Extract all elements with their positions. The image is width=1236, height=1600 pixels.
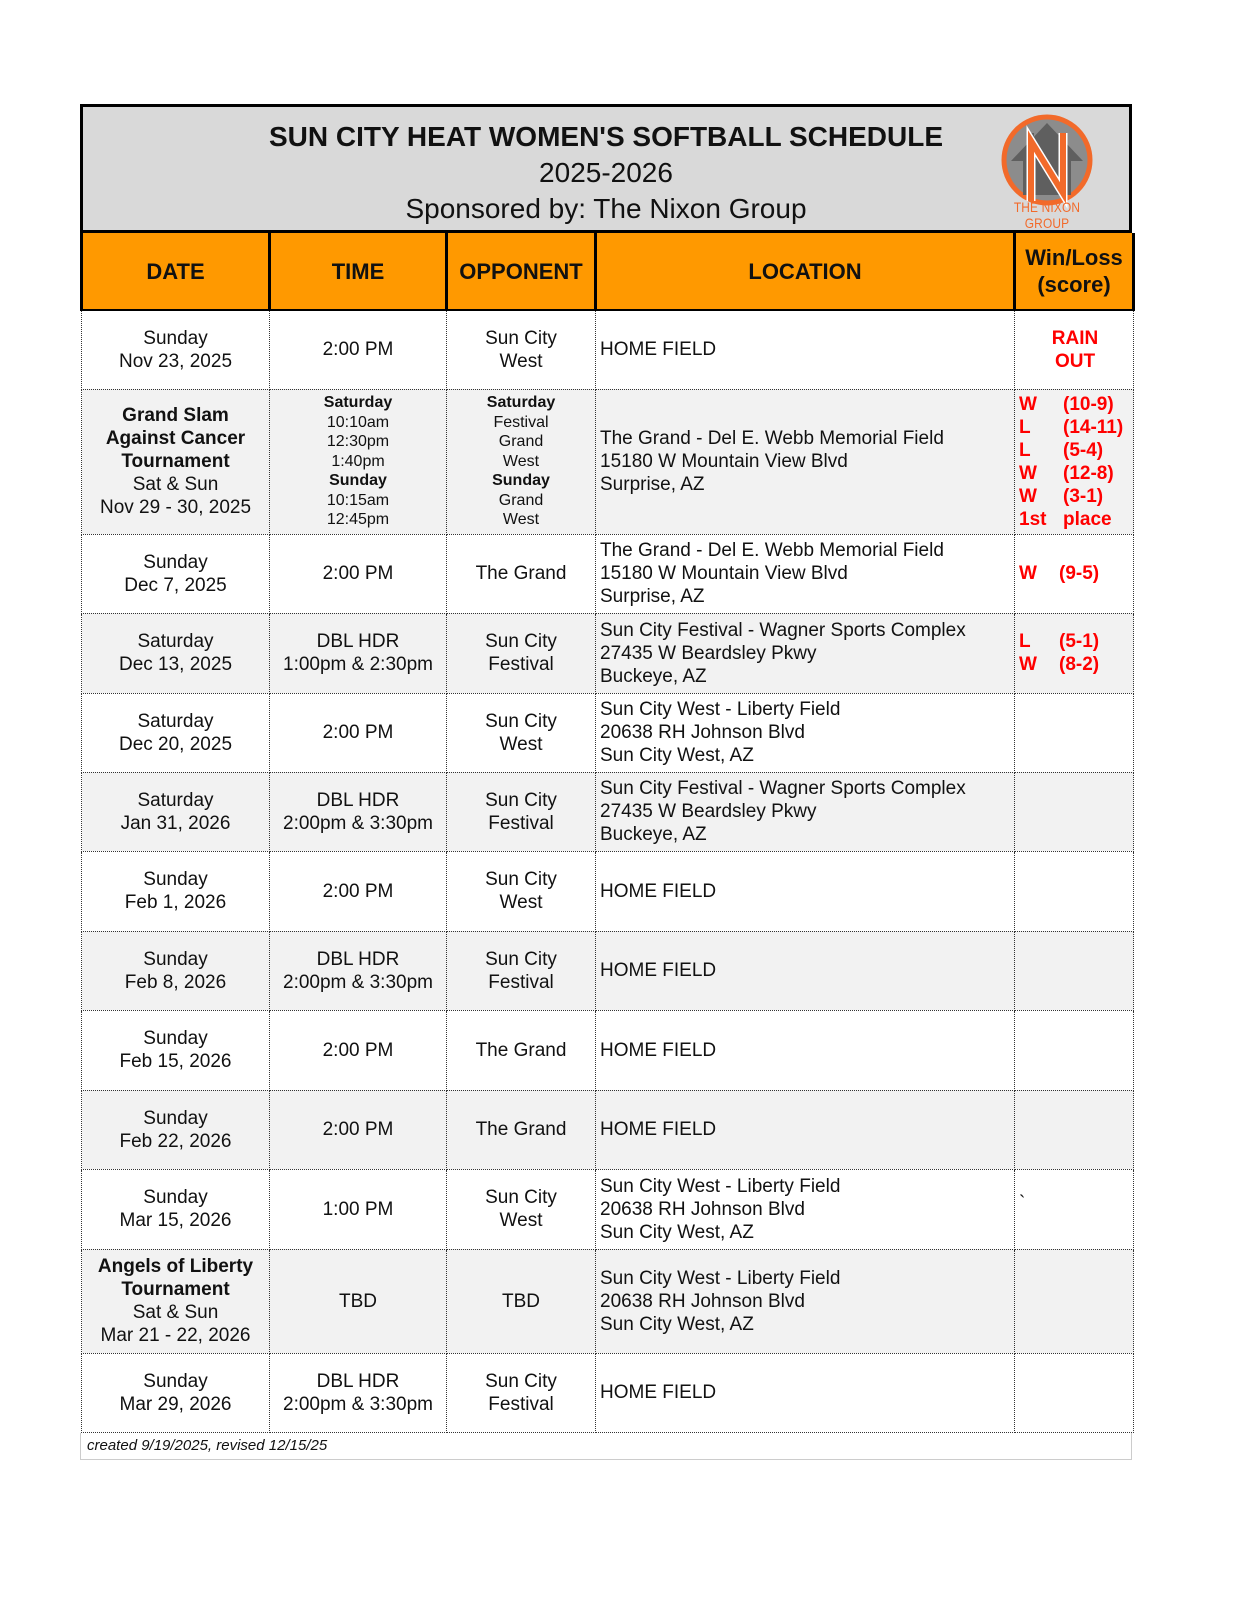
date-cell [82,1249,270,1353]
opponent-line: Festival [488,971,554,993]
date-value: Mar 21 - 22, 2026 [100,1325,251,1346]
date-day: Saturday [137,631,214,652]
date-value: Dec 13, 2025 [118,654,233,675]
location-line: 27435 W Beardsley Pkwy [600,642,817,664]
time-value: 10:10am [326,413,390,431]
result-wl: W [1019,393,1037,415]
result-line [1019,416,1131,439]
location-cell [596,534,1015,613]
column-header-date: DATE [82,233,270,310]
time-cell [270,931,447,1010]
time-cell: 2:00 PM [270,1010,447,1090]
opponent-line: West [499,350,543,372]
table-row [82,1169,1134,1249]
result-cell [1015,851,1134,931]
opponent-line: Sun City [485,948,557,970]
result-line [1019,630,1131,653]
table-row [82,310,1134,389]
location-cell: HOME FIELD [596,931,1015,1010]
opponent-cell [447,693,596,772]
result-score: (5-4) [1063,439,1104,461]
time-day-label: Saturday [323,394,393,412]
result-score: (10-9) [1063,393,1114,415]
location-line: 15180 W Mountain View Blvd [600,451,848,472]
season-label: 2025-2026 [539,157,673,188]
result-line: RAIN [1051,327,1099,349]
opponent-line: Sun City [485,631,557,652]
table-row [82,693,1134,772]
time-cell: TBD [270,1249,447,1353]
opponent-cell [447,1353,596,1432]
column-header-result [1015,233,1134,310]
location-line: Sun City West, AZ [600,1313,754,1335]
opponent-line: Sun City [485,1370,557,1392]
opponent-line: Grand [498,491,544,509]
opponent-cell [447,389,596,534]
opponent-cell [447,310,596,389]
date-day: Sat & Sun [132,1302,219,1323]
table-row [82,1010,1134,1090]
result-score: (5-1) [1059,631,1100,652]
time-value: 12:30pm [326,433,390,451]
date-day: Sat & Sun [132,474,219,495]
result-line [1019,508,1131,531]
page-title: SUN CITY HEAT WOMEN'S SOFTBALL SCHEDULE [268,121,943,152]
opponent-line: Festival [488,1393,554,1415]
result-wl: L [1019,439,1031,461]
time-value: 1:40pm [331,452,385,470]
table-row [82,1353,1134,1432]
location-line: Sun City West - Liberty Field [600,1175,841,1197]
time-cell [270,613,447,693]
opponent-line: Festival [488,812,554,834]
date-day: Saturday [137,789,214,811]
result-cell [1015,534,1134,613]
date-value: Feb 1, 2026 [124,892,227,913]
time-line: 2:00pm & 3:30pm [283,971,433,993]
table-row [82,851,1134,931]
result-cell [1015,389,1134,534]
column-header-time: TIME [270,233,447,310]
result-score: place [1063,508,1112,530]
location-line: Sun City West - Liberty Field [600,699,841,720]
result-line: OUT [1054,350,1096,372]
result-score: (8-2) [1059,654,1100,675]
schedule-table [80,233,1135,1433]
opponent-line: Festival [493,413,549,431]
opponent-line: Sun City [485,327,557,349]
time-line: DBL HDR [316,948,400,970]
location-line: Sun City West, AZ [600,745,754,766]
event-name: Against Cancer [105,428,246,449]
date-cell [82,534,270,613]
time-line: 2:00pm & 3:30pm [283,1393,433,1415]
opponent-cell: The Grand [447,1090,596,1169]
time-line: DBL HDR [316,1370,400,1392]
event-name: Tournament [121,1279,230,1300]
date-day: Sunday [143,1107,208,1129]
opponent-cell: TBD [447,1249,596,1353]
location-line: 27435 W Beardsley Pkwy [600,801,817,822]
date-day: Sunday [143,869,208,890]
location-line: Sun City West - Liberty Field [600,1267,841,1289]
opponent-line: West [499,1210,543,1231]
sponsor-line: Sponsored by: The Nixon Group [405,193,807,224]
event-name: Tournament [121,451,230,472]
location-cell [596,1249,1015,1353]
location-line: Buckeye, AZ [600,824,707,845]
table-row [82,389,1134,534]
location-cell [596,1169,1015,1249]
table-row [82,1090,1134,1169]
location-cell [596,389,1015,534]
time-cell [270,1353,447,1432]
nixon-logo-icon [987,113,1107,213]
opponent-line: Sun City [485,1187,557,1208]
time-cell [270,389,447,534]
location-line: Surprise, AZ [600,474,705,495]
opponent-cell [447,931,596,1010]
date-value: Dec 7, 2025 [124,574,227,596]
opponent-cell: The Grand [447,1010,596,1090]
result-line [1019,393,1131,416]
result-cell [1015,1169,1134,1249]
date-day: Sunday [143,1187,208,1208]
opponent-cell [447,1169,596,1249]
event-name: Angels of Liberty [97,1256,254,1277]
time-cell: 2:00 PM [270,1090,447,1169]
opponent-line: Grand [498,433,544,451]
location-line: Sun City Festival - Wagner Sports Complex [600,778,966,799]
result-cell [1015,772,1134,851]
result-cell [1015,1249,1134,1353]
date-day: Sunday [143,948,208,970]
time-line: DBL HDR [316,631,400,652]
opponent-day-label: Sunday [492,472,550,490]
opponent-line: Sun City [485,869,557,890]
nixon-group-logo [987,113,1107,231]
table-row [82,534,1134,613]
time-cell: 2:00 PM [270,693,447,772]
table-row [82,772,1134,851]
time-line: DBL HDR [316,789,400,811]
date-cell [82,931,270,1010]
location-cell [596,772,1015,851]
opponent-line: Sun City [485,710,557,732]
opponent-line: Sun City [485,789,557,811]
date-cell [82,613,270,693]
result-line [1019,562,1131,585]
date-value: Mar 29, 2026 [119,1393,232,1415]
opponent-cell [447,613,596,693]
location-line: 15180 W Mountain View Blvd [600,563,848,584]
schedule-sheet [80,104,1132,1460]
event-name: Grand Slam [122,405,229,426]
location-line: 20638 RH Johnson Blvd [600,1198,805,1220]
location-cell: HOME FIELD [596,1090,1015,1169]
time-day-label: Sunday [329,472,387,490]
location-line: Buckeye, AZ [600,665,707,687]
time-line: 1:00pm & 2:30pm [283,654,433,675]
date-day: Sunday [143,1370,208,1392]
result-cell [1015,310,1134,389]
result-cell [1015,1090,1134,1169]
opponent-line: West [499,733,543,755]
column-header-location: LOCATION [596,233,1015,310]
date-day: Sunday [143,551,208,573]
result-line [1019,462,1131,485]
time-value: 10:15am [326,491,390,509]
date-cell [82,389,270,534]
date-value: Feb 8, 2026 [124,971,227,993]
date-cell [82,851,270,931]
date-cell [82,1169,270,1249]
time-value: 12:45pm [326,511,390,529]
result-score: (12-8) [1063,462,1114,484]
opponent-cell [447,851,596,931]
result-line [1019,439,1131,462]
column-header-result-line1: Win/Loss [1025,245,1123,270]
date-value: Nov 29 - 30, 2025 [99,497,252,518]
title-block [80,104,1132,233]
date-cell [82,1353,270,1432]
location-line: Surprise, AZ [600,586,705,607]
result-wl: L [1019,416,1031,438]
date-cell [82,310,270,389]
opponent-line: West [502,452,540,470]
date-value: Feb 15, 2026 [119,1051,232,1072]
date-cell [82,1090,270,1169]
result-line [1019,653,1131,676]
opponent-line: West [499,892,543,913]
opponent-cell: The Grand [447,534,596,613]
location-cell [596,693,1015,772]
location-line: The Grand - Del E. Webb Memorial Field [600,428,944,449]
date-day: Sunday [143,327,208,349]
result-cell [1015,693,1134,772]
date-cell [82,772,270,851]
time-cell [270,772,447,851]
result-wl: W [1019,462,1037,484]
time-cell: 2:00 PM [270,534,447,613]
location-cell: HOME FIELD [596,310,1015,389]
result-cell [1015,1010,1134,1090]
date-value: Feb 22, 2026 [119,1130,232,1152]
time-cell: 1:00 PM [270,1169,447,1249]
table-row [82,613,1134,693]
opponent-line: Festival [488,654,554,675]
table-row [82,931,1134,1010]
time-cell: 2:00 PM [270,310,447,389]
stray-mark: ` [1019,1192,1026,1214]
date-day: Sunday [143,1028,208,1049]
location-line: 20638 RH Johnson Blvd [600,722,805,743]
column-header-row [82,233,1134,310]
logo-text: THE NIXON GROUP [1013,199,1081,231]
column-header-result-line2: (score) [1037,272,1111,297]
result-score: (3-1) [1063,485,1104,507]
location-cell: HOME FIELD [596,851,1015,931]
time-cell: 2:00 PM [270,851,447,931]
date-value: Dec 20, 2025 [118,733,233,755]
date-value: Nov 23, 2025 [118,350,233,372]
location-cell [596,613,1015,693]
date-value: Mar 15, 2026 [119,1210,232,1231]
location-cell: HOME FIELD [596,1353,1015,1432]
result-score: (14-11) [1063,416,1124,438]
date-cell [82,693,270,772]
opponent-cell [447,772,596,851]
result-wl: W [1019,654,1037,675]
opponent-line: West [502,511,540,529]
location-line: The Grand - Del E. Webb Memorial Field [600,540,944,561]
result-wl: W [1019,563,1037,584]
date-cell [82,1010,270,1090]
date-day: Saturday [137,710,214,732]
result-cell [1015,613,1134,693]
result-score: (9-5) [1059,563,1100,584]
location-line: Sun City West, AZ [600,1221,754,1243]
result-line [1019,485,1131,508]
result-wl: L [1019,631,1031,652]
table-row [82,1249,1134,1353]
revision-note: created 9/19/2025, revised 12/15/25 [80,1433,1132,1460]
opponent-day-label: Saturday [486,394,556,412]
location-cell: HOME FIELD [596,1010,1015,1090]
column-header-opponent: OPPONENT [447,233,596,310]
location-line: Sun City Festival - Wagner Sports Complex [600,619,966,641]
result-cell [1015,1353,1134,1432]
result-cell [1015,931,1134,1010]
location-line: 20638 RH Johnson Blvd [600,1290,805,1312]
result-wl: W [1019,485,1037,507]
result-wl: 1st [1019,508,1047,530]
time-line: 2:00pm & 3:30pm [283,812,433,834]
date-value: Jan 31, 2026 [120,812,231,834]
